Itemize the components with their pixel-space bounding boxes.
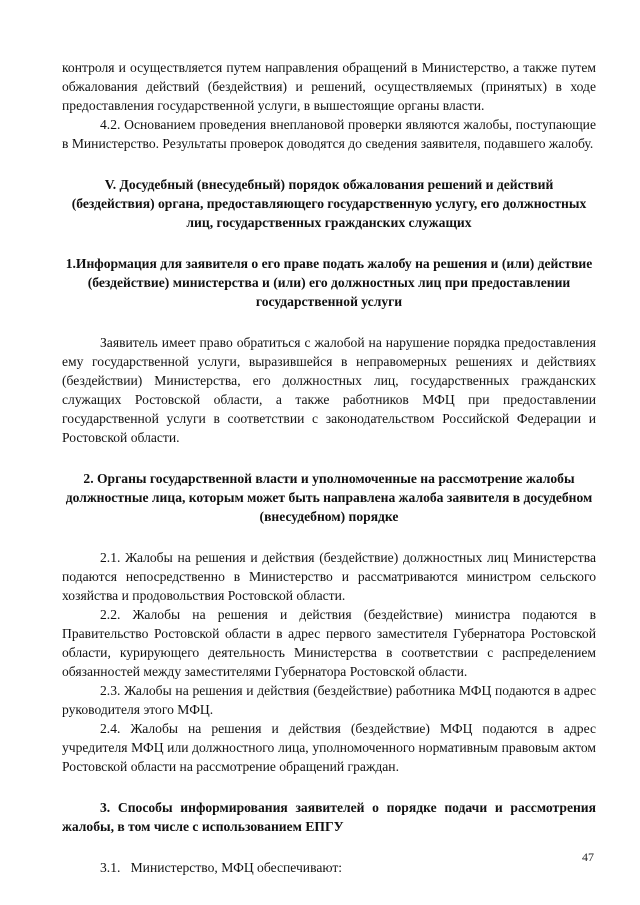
- paragraph-2-4: 2.4. Жалобы на решения и действия (бездействие) МФЦ подаются в адрес учредителя МФЦ или должностного лица, уполномоченного нормативным правовым актом Ростовской области на рассмотрение обращений граждан.: [62, 721, 596, 774]
- paragraph-2-2: 2.2. Жалобы на решения и действия (бездействие) министра подаются в Правительство Ростовской области в адрес первого заместителя Губернатора Ростовской области, курирующего деятельность Министерства в соответствии с распределением обязанностей между заместителями Губернатора Ростовской области.: [62, 607, 596, 679]
- subsection-1-heading: 1.Информация для заявителя о его праве подать жалобу на решения и (или) действие (бездействие) министерства и (или) его должностных лиц при предоставлении государственной услуги: [65, 256, 593, 309]
- subsection-3-heading: 3. Способы информирования заявителей о порядке подачи и рассмотрения жалобы, в том числе с использованием ЕПГУ: [62, 800, 596, 834]
- subsection-2-heading: 2. Органы государственной власти и уполномоченные на рассмотрение жалобы должностные лица, которым может быть направлена жалоба заявителя в досудебном (внесудебном) порядке: [65, 471, 593, 524]
- section-v-heading: V. Досудебный (внесудебный) порядок обжалования решений и действий (бездействия) органа, предоставляющего государственную услугу, его должностных лиц, государственных гражданских служащих: [71, 177, 587, 230]
- page-number: 47: [582, 850, 594, 864]
- document-page: [62, 58, 596, 877]
- paragraph-applicant-right: Заявитель имеет право обратиться с жалобой на нарушение порядка предоставления ему государственной услуги, выразившейся в неправомерных решениях и действиях (бездействии) Министерства, его должностных лиц, государственных гражданских служащих Ростовской области, а также работников МФЦ при предоставлении государственной услуги в соответствии с законодательством Российской Федерации и Ростовской области.: [62, 335, 596, 445]
- paragraph-2-1: 2.1. Жалобы на решения и действия (бездействие) должностных лиц Министерства подаются непосредственно в Министерство и рассматриваются министром сельского хозяйства и продовольствия Ростовской области.: [62, 550, 596, 603]
- paragraph-4-2: 4.2. Основанием проведения внеплановой проверки являются жалобы, поступающие в Министерство. Результаты проверок доводятся до сведения заявителя, подавшего жалобу.: [62, 117, 596, 151]
- paragraph-3-1: 3.1. Министерство, МФЦ обеспечивают:: [100, 860, 343, 875]
- paragraph-2-3: 2.3. Жалобы на решения и действия (бездействие) работника МФЦ подаются в адрес руководителя этого МФЦ.: [62, 683, 596, 717]
- paragraph-intro: контроля и осуществляется путем направления обращений в Министерство, а также путем обжалования действий (бездействия) и решений, осуществляемых (принятых) в ходе предоставления государственной услуги, в вышестоящие органы власти.: [62, 60, 596, 113]
